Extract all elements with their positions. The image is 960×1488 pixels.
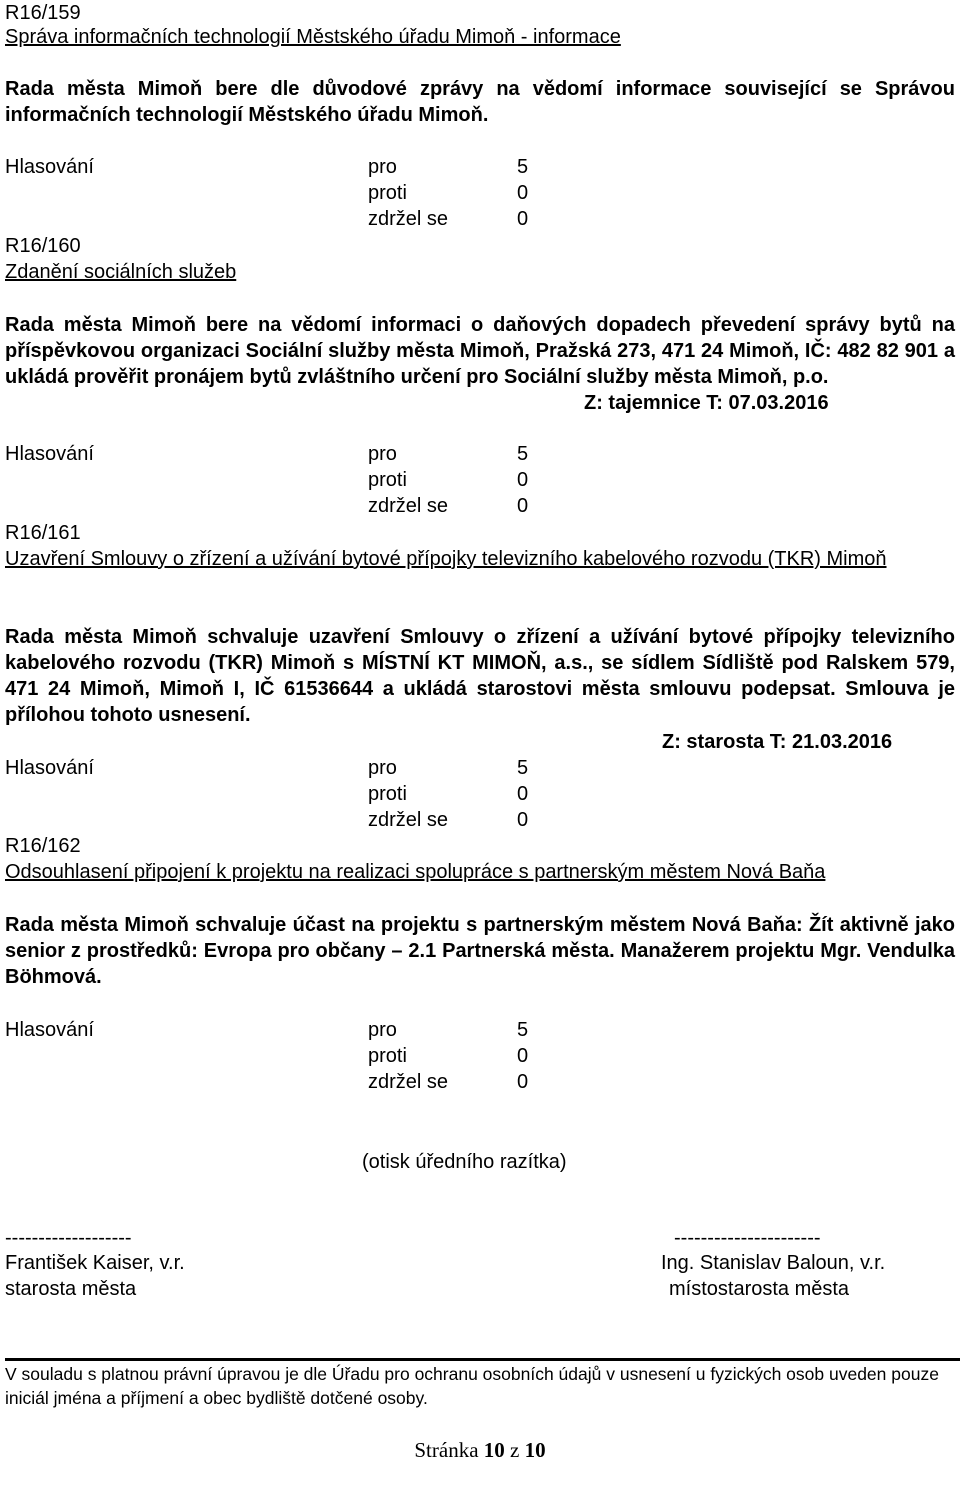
- resolution-162-number: R16/162: [5, 835, 81, 857]
- resolution-160-deadline: Z: tajemnice T: 07.03.2016: [584, 392, 829, 414]
- vote-pro-value: 5: [517, 757, 529, 779]
- privacy-footer-note: V souladu s platnou právní úpravou je dle Úřadu pro ochranu osobních údajů v usnesení u fyzických osob uveden pouze iniciál jména a příjmení a obec bydliště dotčené osoby.: [5, 1364, 939, 1408]
- resolution-160-title: Zdanění sociálních služeb: [5, 261, 237, 283]
- official-stamp-placeholder: (otisk úředního razítka): [362, 1151, 567, 1173]
- vote-proti-label: proti: [368, 783, 407, 805]
- vote-zdrzel-value: 0: [517, 495, 529, 517]
- signature-role-left: starosta města: [5, 1278, 137, 1300]
- vote-block-1: [5, 154, 605, 234]
- vote-zdrzel-label: zdržel se: [368, 809, 449, 831]
- resolution-161-deadline: Z: starosta T: 21.03.2016: [662, 731, 893, 753]
- resolution-160-number: R16/160: [5, 235, 81, 257]
- resolution-161-number: R16/161: [5, 522, 81, 544]
- vote-proti-value: 0: [517, 469, 529, 491]
- vote-pro-value: 5: [517, 443, 529, 465]
- resolution-161-title: Uzavření Smlouvy o zřízení a užívání bytové přípojky televizního kabelového rozvodu (TKR) Mimoň: [5, 548, 887, 570]
- page-word: Stránka: [414, 1438, 479, 1462]
- vote-zdrzel-value: 0: [517, 208, 529, 230]
- vote-pro-value: 5: [517, 1019, 529, 1041]
- vote-zdrzel-value: 0: [517, 809, 529, 831]
- vote-proti-label: proti: [368, 182, 407, 204]
- vote-pro-label: pro: [368, 156, 397, 178]
- vote-proti-label: proti: [368, 1045, 407, 1067]
- vote-label: Hlasování: [5, 1019, 94, 1041]
- vote-zdrzel-label: zdržel se: [368, 1071, 449, 1093]
- vote-pro-label: pro: [368, 757, 397, 779]
- signature-line-left: -------------------: [5, 1227, 132, 1249]
- resolution-162-text: Rada města Mimoň schvaluje účast na projektu s partnerským městem Nová Baňa: Žít aktivně jako senior z prostředků: Evropa pro občany – 2.1 Partnerská města. Manažerem projektu Mgr. Vendulka Böhmová.: [5, 914, 955, 988]
- vote-zdrzel-label: zdržel se: [368, 495, 449, 517]
- vote-block-3: [5, 755, 605, 835]
- vote-proti-value: 0: [517, 182, 529, 204]
- resolution-162-title: Odsouhlasení připojení k projektu na realizaci spolupráce s partnerským městem Nová Baňa: [5, 861, 826, 883]
- resolution-161-text: Rada města Mimoň schvaluje uzavření Smlouvy o zřízení a užívání bytové přípojky televizního kabelového rozvodu (TKR) Mimoň s MÍSTNÍ KT MIMOŇ, a.s., se sídlem Sídliště pod Ralskem 579, 471 24 Mimoň, Mimoň I, IČ 61536644 a ukládá starostovi města smlouvu podepsat. Smlouva je přílohou tohoto usnesení.: [5, 626, 955, 726]
- vote-proti-label: proti: [368, 469, 407, 491]
- page-number: [0, 1437, 960, 1463]
- footer-divider: [5, 1358, 960, 1361]
- vote-pro-label: pro: [368, 1019, 397, 1041]
- resolution-160-text: Rada města Mimoň bere na vědomí informaci o daňových dopadech převedení správy bytů na příspěvkovou organizaci Sociální služby města Mimoň, Pražská 273, 471 24 Mimoň, IČ: 482 82 901 a ukládá prověřit pronájem bytů zvláštního určení pro Sociální služby města Mimoň, p.o.: [5, 314, 955, 388]
- signature-name-right: Ing. Stanislav Baloun, v.r.: [661, 1252, 886, 1274]
- page-current: 10: [483, 1438, 505, 1462]
- signature-role-right: místostarosta města: [669, 1278, 850, 1300]
- vote-pro-label: pro: [368, 443, 397, 465]
- vote-label: Hlasování: [5, 156, 94, 178]
- vote-proti-value: 0: [517, 1045, 529, 1067]
- vote-zdrzel-value: 0: [517, 1071, 529, 1093]
- page-separator: z: [510, 1438, 520, 1462]
- resolution-159-text: Rada města Mimoň bere dle důvodové zprávy na vědomí informace související se Správou informačních technologií Městského úřadu Mimoň.: [5, 78, 955, 126]
- signature-name-left: František Kaiser, v.r.: [5, 1252, 185, 1274]
- resolution-159-number: R16/159: [5, 2, 81, 24]
- signature-line-right: ----------------------: [674, 1227, 821, 1249]
- vote-block-2: [5, 441, 605, 521]
- vote-zdrzel-label: zdržel se: [368, 208, 449, 230]
- vote-label: Hlasování: [5, 757, 94, 779]
- vote-label: Hlasování: [5, 443, 94, 465]
- vote-block-4: [5, 1017, 605, 1097]
- page-total: 10: [524, 1438, 546, 1462]
- vote-pro-value: 5: [517, 156, 529, 178]
- vote-proti-value: 0: [517, 783, 529, 805]
- resolution-159-title: Správa informačních technologií Městského úřadu Mimoň - informace: [5, 26, 621, 48]
